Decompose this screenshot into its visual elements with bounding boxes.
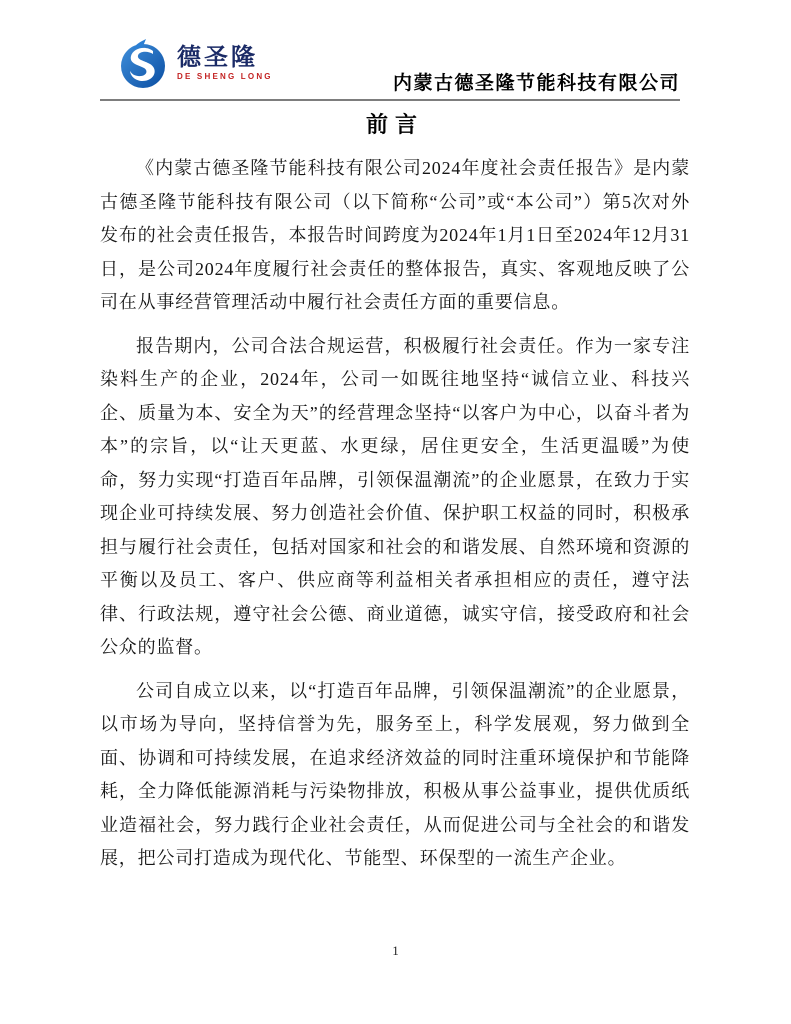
page-number: 1 bbox=[392, 943, 399, 958]
logo-en-name: DE SHENG LONG bbox=[177, 71, 273, 81]
paragraph-company-vision: 公司自成立以来，以“打造百年品牌，引领保温潮流”的企业愿景，以市场为导向，坚持信誉为先，服务至上，科学发展观，努力做到全面、协调和可持续发展，在追求经济效益的同时注重环境保护和节能降耗，全力降低能源消耗与污染物排放，积极从事公益事业，提供优质纸业造福社会，努力践行企业社会责任，从而促进公司与全社会的和谐发展，把公司打造成为现代化、节能型、环保型的一流生产企业。 bbox=[100, 680, 690, 868]
paragraph-report-period: 报告期内，公司合法合规运营，积极履行社会责任。作为一家专注染料生产的企业，2024年，公司一如既往地坚持“诚信立业、科技兴企、质量为本、安全为天”的经营理念坚持“以客户为中心，以奋斗者为本”的宗旨，以“让天更蓝、水更绿，居住更安全，生活更温暖”为使命，努力实现“打造百年品牌，引领保温潮流”的企业愿景，在致力于实现企业可持续发展、努力创造社会价值、保护职工权益的同时，积极承担与履行社会责任，包括对国家和社会的和谐发展、自然环境和资源的平衡以及员工、客户、供应商等利益相关者承担相应的责任，遵守法律、行政法规，遵守社会公德、商业道德，诚实守信，接受政府和社会公众的监督。 bbox=[100, 335, 690, 657]
paragraph-report-scope: 《内蒙古德圣隆节能科技有限公司2024年度社会责任报告》是内蒙古德圣隆节能科技有限公司（以下简称“公司”或“本公司”）第5次对外发布的社会责任报告，本报告时间跨度为2024年1月1日至2024年12月31日，是公司2024年度履行社会责任的整体报告，真实、客观地反映了公司在从事经营管理活动中履行社会责任方面的重要信息。 bbox=[100, 158, 690, 312]
logo-text bbox=[177, 43, 273, 81]
header-divider bbox=[100, 99, 680, 101]
dragon-s-logo-icon bbox=[116, 36, 170, 90]
page-footer bbox=[0, 942, 791, 960]
page-header bbox=[100, 0, 680, 101]
page-title: 前言 bbox=[365, 112, 424, 137]
logo-cn-name: 德圣隆 bbox=[177, 43, 258, 71]
company-logo bbox=[116, 36, 273, 90]
document-body bbox=[100, 103, 690, 886]
header-company-name: 内蒙古德圣隆节能科技有限公司 bbox=[392, 73, 680, 94]
